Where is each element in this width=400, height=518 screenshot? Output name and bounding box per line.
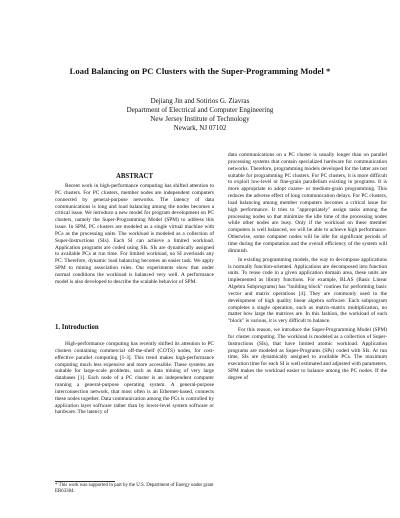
footnote-divider <box>55 481 115 482</box>
introduction-left-body <box>55 341 214 416</box>
introduction-paragraph-1: High-performance computing has recently shifted its attention to PC clusters containing commercial off-the-shelf (COTS) nodes, for cost-effective parallel computing [1-3]. This trend makes high-performance computing much less expensive and more accessible. These systems are suitable for large-scale problems, such as data mining of very large databases [1]. Each node of a PC cluster is an independent computer running a general-purpose operating system. A general-purpose interconnection network, that most often is an Ethernet-based, connects these nodes together. Data communication among the PCs is controlled by application layer software rather than by lower-level system software or hardware. The latency of <box>55 341 214 416</box>
authors: Dejiang Jin and Sotirios G. Ziavras <box>150 97 250 105</box>
introduction-paragraph-3: For this reason, we introduce the Super-Programming Model (SPM) for cluster computing. The workload is modeled as a collection of Super-Instructions (SIs), that have limited atomic workload. Application programs are modeled as Super-Programs (SPs) coded with SIs. At run time, SIs are dynamically assigned to available PCs. The maximum execution time for each SI is well estimated and adjusted with parameters. SPM makes the workload easier to balance among the PC nodes. If the degree of <box>228 327 387 381</box>
introduction-paragraph-2: In existing programming models, the way to decompose applications is normally function-oriented. Applications are decomposed into function units. To reuse code in a given application domain area, these units are implemented as library functions. For example, BLAS (Basic Linear Algebra Subprograms) has "building block" routines for performing basic vector and matrix operations [4]. They are commonly used in the development of high quality linear algebra software. Each subprogram completes a single operation, such as matrix-matrix multiplication, no matter how large the matrices are. In this fashion, the workload of each "block" is various, it is very difficult to balance. <box>228 256 387 325</box>
affiliation-department: Department of Electrical and Computer Engineering <box>126 106 274 114</box>
abstract-text: Recent work in high-performance computing has shifted attention to PC clusters. For PC clusters, member nodes are independent computers connected by general-purpose networks. The latency of data communications is long and load balancing among the nodes becomes a critical issue. We introduce a new model for program development on PC clusters, namely the Super-Programming Model (SPM) to address this issue. In SPM, PC clusters are modeled as a single virtual machine with PCs as the processing units. The workload is modeled as a collection of Super-Instructions (SIs). Each SI can achieve a limited workload. Application programs are coded using SIs. SIs are dynamically assigned to available PCs at run time. For limited workload, no SI overloads any PC. Therefore, dynamic load balancing becomes an easier task. We apply SPM to mining association rules. Our experiments show that under normal conditions the workload is balanced very well. A performance model is also developed to describe the scalable behavior of SPM. <box>55 183 214 285</box>
abstract-body <box>55 183 214 286</box>
introduction-heading: 1. Introduction <box>55 324 99 331</box>
author-block <box>0 97 400 133</box>
paper-title: Load Balancing on PC Clusters with the Super-Programming Model * <box>69 66 331 76</box>
introduction-paragraph-1-cont: data communications on a PC cluster is usually longer than on parallel processing systems that contain specialized hardware for communication networks. Therefore, programming models developed for the latter are not suitable for programming PC clusters. For PC clusters, it is more difficult to exploit low-level or fine-grain parallelism existing in programs. It is more appropriate to adopt coarse- or medium-grain programming. This reduces the adverse effect of long communication delays. For PC clusters, load balancing among member computers becomes a critical issue for high performance. It tries to "appropriately" assign tasks among the processing nodes so that minimize the idle time of the processing nodes while other nodes are busy. Only if the workload on these member computers is well balanced, we will be able to achieve high performance. Otherwise, some computer nodes will be idle for significant periods of time during the computation and the overall efficiency of the system will diminish. <box>228 152 387 254</box>
introduction-right-body <box>228 152 387 382</box>
affiliation-city: Newark, NJ 07102 <box>173 124 227 132</box>
footnote: * This work was supported in part by the U.S. Department of Energy under grant ER63384. <box>55 483 214 494</box>
affiliation-institute: New Jersey Institute of Technology <box>150 115 250 123</box>
abstract-heading: ABSTRACT <box>115 173 153 180</box>
